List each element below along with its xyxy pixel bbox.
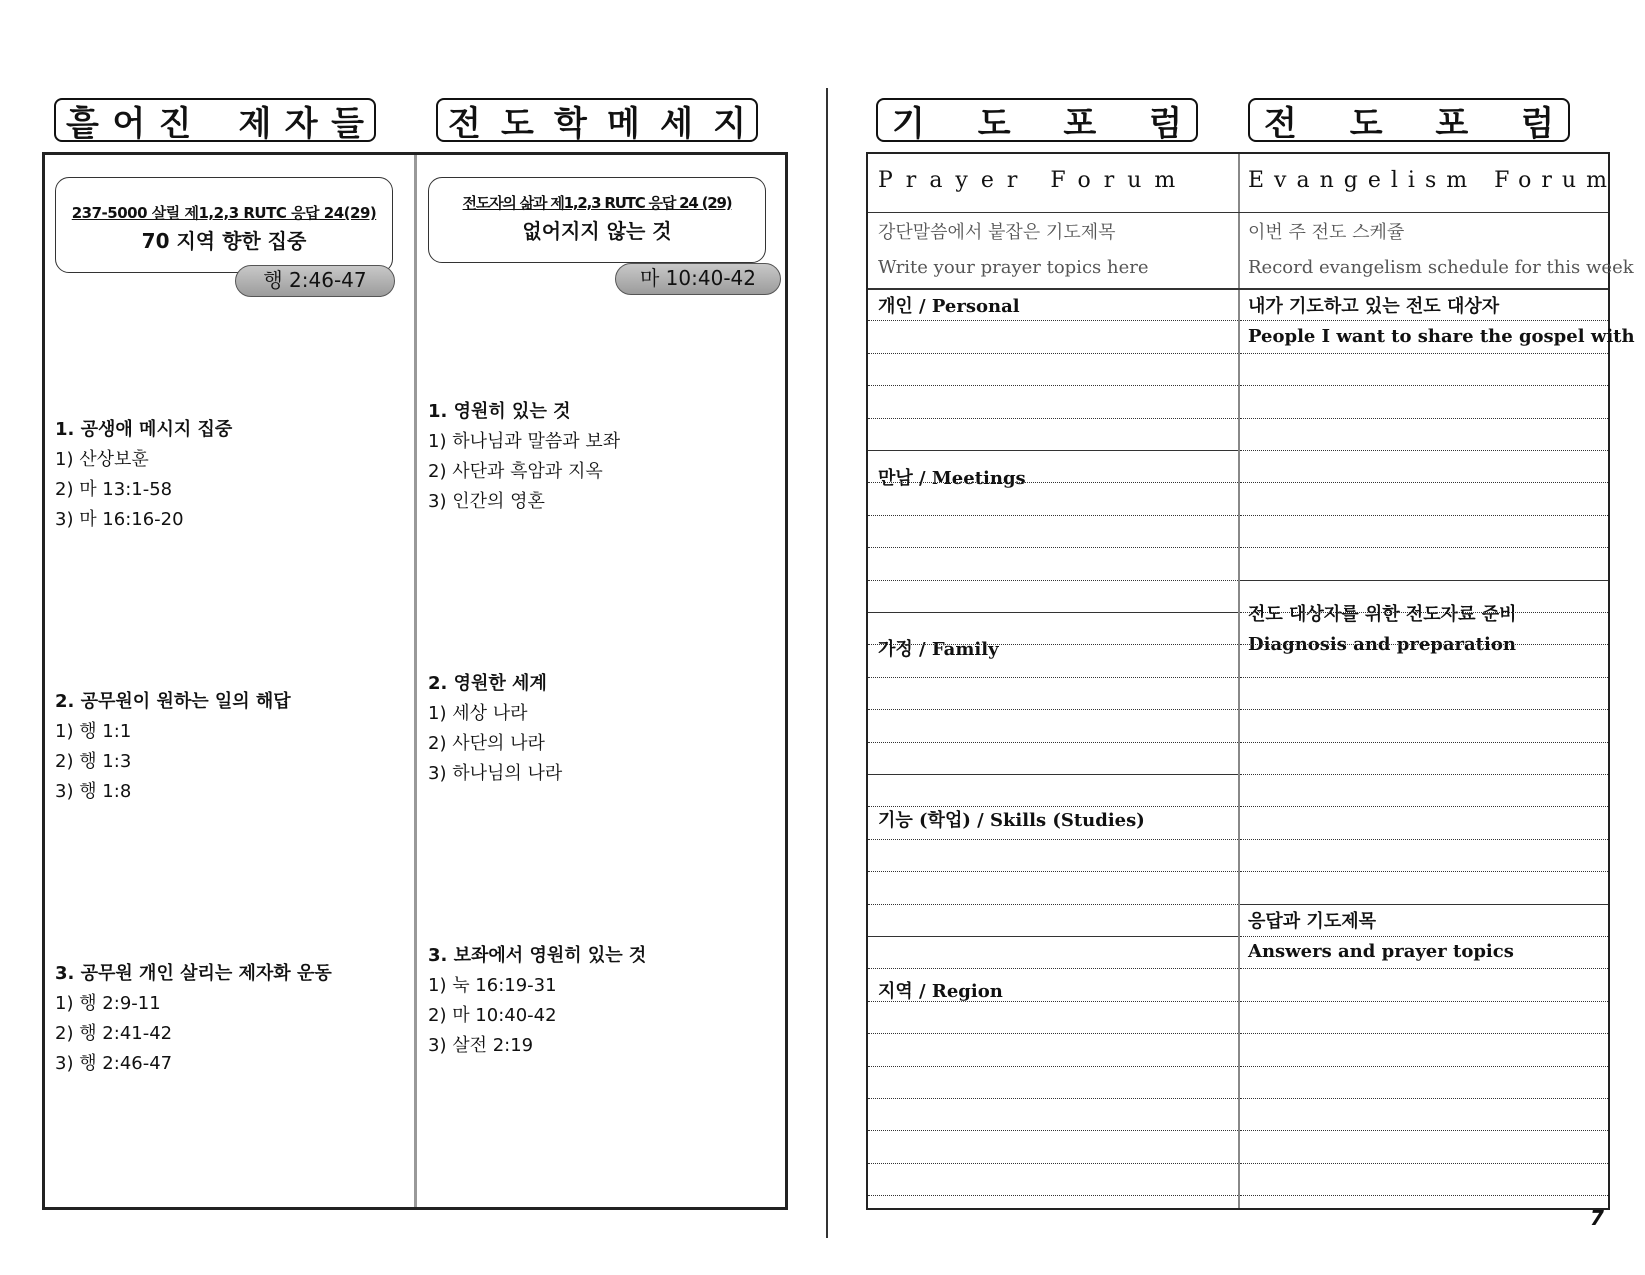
message-title-box bbox=[428, 177, 766, 263]
evangelism-section-ko: 내가 기도하고 있는 전도 대상자 bbox=[1248, 296, 1500, 317]
writing-line bbox=[868, 580, 1238, 581]
section-title: 1. 공생애 메시지 집중 bbox=[55, 419, 233, 440]
evangelism-subtitle-en: Record evangelism schedule for this week bbox=[1248, 257, 1634, 278]
writing-line bbox=[868, 547, 1238, 548]
prayer-subtitle-en: Write your prayer topics here bbox=[878, 257, 1149, 278]
writing-line bbox=[868, 515, 1238, 516]
section-item: 1) 행 2:9-11 bbox=[55, 993, 161, 1014]
category-family: 가정 / Family bbox=[878, 639, 999, 660]
evangelism-section-en: Diagnosis and preparation bbox=[1248, 634, 1516, 655]
writing-line bbox=[868, 612, 1238, 613]
evangelism-section-ko: 응답과 기도제목 bbox=[1248, 911, 1376, 932]
header-char: 포 bbox=[1435, 103, 1469, 144]
section-item: 3) 마 16:16-20 bbox=[55, 509, 184, 530]
row-line bbox=[868, 288, 1608, 290]
header-char: 제 bbox=[238, 103, 272, 144]
writing-line bbox=[1240, 709, 1608, 710]
header-scattered-disciples bbox=[54, 98, 376, 142]
verse-badge: 마 10:40-42 bbox=[615, 263, 781, 295]
evangelism-subtitle-ko: 이번 주 전도 스케쥴 bbox=[1248, 222, 1405, 243]
writing-line bbox=[868, 320, 1238, 321]
category-meetings: 만남 / Meetings bbox=[878, 468, 1026, 489]
writing-line bbox=[1240, 547, 1608, 548]
header-char: 세 bbox=[660, 103, 693, 144]
evangelism-section-en: People I want to share the gospel with bbox=[1248, 326, 1635, 347]
writing-line bbox=[868, 871, 1238, 872]
writing-line bbox=[868, 709, 1238, 710]
writing-line bbox=[1240, 482, 1608, 483]
row-line bbox=[868, 212, 1608, 213]
header-char: 자 bbox=[284, 103, 318, 144]
writing-line bbox=[1240, 385, 1608, 386]
header-char: 어 bbox=[112, 103, 146, 144]
writing-line bbox=[868, 742, 1238, 743]
category-skills: 기능 (학업) / Skills (Studies) bbox=[878, 810, 1145, 831]
writing-line bbox=[868, 450, 1238, 451]
writing-line bbox=[1240, 1163, 1608, 1164]
writing-line bbox=[1240, 677, 1608, 678]
outline-section bbox=[428, 941, 646, 1061]
writing-line bbox=[1240, 418, 1608, 419]
writing-line bbox=[1240, 1033, 1608, 1034]
section-title: 2. 공무원이 원하는 일의 해답 bbox=[55, 691, 291, 712]
writing-line bbox=[1240, 580, 1608, 581]
message-subtitle: 237-5000 살릴 제1,2,3 RUTC 응답 24(29) bbox=[71, 204, 377, 222]
page-number: 7 bbox=[1590, 1206, 1604, 1230]
section-item: 1) 행 1:1 bbox=[55, 721, 132, 742]
header-char: 럼 bbox=[1149, 103, 1182, 144]
section-item: 2) 마 13:1-58 bbox=[55, 479, 173, 500]
header-char: 전 bbox=[1264, 103, 1297, 144]
category-region: 지역 / Region bbox=[878, 981, 1003, 1002]
writing-line bbox=[1240, 515, 1608, 516]
writing-line bbox=[868, 968, 1238, 969]
message-title: 없어지지 않는 것 bbox=[522, 219, 672, 243]
header-evangelism-message bbox=[436, 98, 758, 142]
writing-line bbox=[868, 839, 1238, 840]
outline-section bbox=[55, 687, 291, 807]
section-item: 2) 행 1:3 bbox=[55, 751, 132, 772]
category-personal: 개인 / Personal bbox=[878, 296, 1020, 317]
header-char: 학 bbox=[554, 103, 587, 144]
writing-line bbox=[1240, 774, 1608, 775]
message-panel bbox=[42, 152, 788, 1210]
outline-section bbox=[428, 397, 620, 517]
header-char: 도 bbox=[501, 103, 534, 144]
header-char: 진 bbox=[158, 103, 192, 144]
section-item: 1) 하나님과 말씀과 보좌 bbox=[428, 431, 621, 452]
writing-line bbox=[1240, 1066, 1608, 1067]
section-item: 2) 마 10:40-42 bbox=[428, 1005, 557, 1026]
writing-line bbox=[868, 1001, 1238, 1002]
writing-line bbox=[1240, 968, 1608, 969]
header-char: 도 bbox=[977, 103, 1011, 144]
writing-line bbox=[1240, 450, 1608, 451]
writing-line bbox=[868, 806, 1238, 807]
writing-line bbox=[1240, 644, 1608, 645]
section-item: 3) 하나님의 나라 bbox=[428, 763, 563, 784]
verse-badge: 행 2:46-47 bbox=[235, 265, 395, 297]
writing-line bbox=[1240, 1001, 1608, 1002]
section-item: 1) 산상보훈 bbox=[55, 449, 149, 470]
writing-line bbox=[868, 644, 1238, 645]
forum-column-divider bbox=[1238, 154, 1240, 1208]
outline-section bbox=[55, 415, 232, 535]
header-char: 전 bbox=[448, 103, 481, 144]
section-item: 3) 행 1:8 bbox=[55, 781, 132, 802]
writing-line bbox=[1240, 1130, 1608, 1131]
header-char: 메 bbox=[607, 103, 640, 144]
writing-line bbox=[868, 936, 1238, 937]
header-char: 럼 bbox=[1521, 103, 1554, 144]
header-char: 들 bbox=[331, 103, 364, 144]
header-char: 포 bbox=[1063, 103, 1097, 144]
evangelism-section-en: Answers and prayer topics bbox=[1248, 941, 1514, 962]
section-title: 1. 영원히 있는 것 bbox=[428, 401, 571, 422]
writing-line bbox=[868, 418, 1238, 419]
section-item: 1) 세상 나라 bbox=[428, 703, 528, 724]
writing-line bbox=[868, 904, 1238, 905]
writing-line bbox=[1240, 1195, 1608, 1196]
header-evangelism-forum bbox=[1248, 98, 1570, 142]
message-title: 70 지역 향한 집중 bbox=[141, 229, 307, 253]
forum-panel bbox=[866, 152, 1635, 1210]
outline-section bbox=[55, 959, 332, 1079]
section-item: 3) 살전 2:19 bbox=[428, 1035, 534, 1056]
message-title-box bbox=[55, 177, 393, 273]
column-divider bbox=[414, 155, 417, 1207]
header-char: 흩 bbox=[66, 103, 99, 144]
message-subtitle: 전도자의 삶과 제1,2,3 RUTC 응답 24 (29) bbox=[462, 194, 732, 212]
section-title: 3. 보좌에서 영원히 있는 것 bbox=[428, 945, 647, 966]
section-item: 2) 사단과 흑암과 지옥 bbox=[428, 461, 603, 482]
section-item: 2) 행 2:41-42 bbox=[55, 1023, 173, 1044]
writing-line bbox=[1240, 806, 1608, 807]
writing-line bbox=[1240, 353, 1608, 354]
writing-line bbox=[868, 482, 1238, 483]
writing-line bbox=[1240, 612, 1608, 613]
page-divider bbox=[826, 88, 828, 1238]
writing-line bbox=[868, 353, 1238, 354]
writing-line bbox=[868, 1163, 1238, 1164]
section-title: 2. 영원한 세계 bbox=[428, 673, 547, 694]
header-prayer-forum bbox=[876, 98, 1198, 142]
section-item: 3) 인간의 영혼 bbox=[428, 491, 545, 512]
writing-line bbox=[868, 1033, 1238, 1034]
section-item: 3) 행 2:46-47 bbox=[55, 1053, 173, 1074]
writing-line bbox=[1240, 742, 1608, 743]
section-item: 2) 사단의 나라 bbox=[428, 733, 545, 754]
writing-line bbox=[1240, 320, 1608, 321]
header-char: 지 bbox=[713, 103, 746, 144]
section-title: 3. 공무원 개인 살리는 제자화 운동 bbox=[55, 963, 332, 984]
outline-section bbox=[428, 669, 562, 789]
writing-line bbox=[868, 677, 1238, 678]
writing-line bbox=[868, 1066, 1238, 1067]
writing-line bbox=[868, 1098, 1238, 1099]
writing-line bbox=[1240, 904, 1608, 905]
writing-line bbox=[868, 774, 1238, 775]
section-item: 1) 눅 16:19-31 bbox=[428, 975, 557, 996]
prayer-subtitle-ko: 강단말씀에서 붙잡은 기도제목 bbox=[878, 222, 1116, 243]
prayer-forum-title: Prayer Forum bbox=[878, 168, 1189, 193]
writing-line bbox=[868, 1130, 1238, 1131]
evangelism-forum-title: Evangelism Forum bbox=[1248, 168, 1617, 193]
writing-line bbox=[868, 1195, 1238, 1196]
header-char: 도 bbox=[1349, 103, 1383, 144]
writing-line bbox=[1240, 871, 1608, 872]
writing-line bbox=[868, 385, 1238, 386]
writing-line bbox=[1240, 936, 1608, 937]
writing-line bbox=[1240, 839, 1608, 840]
header-char: 기 bbox=[892, 103, 925, 144]
evangelism-section-ko: 전도 대상자를 위한 전도자료 준비 bbox=[1248, 604, 1517, 625]
writing-line bbox=[1240, 1098, 1608, 1099]
